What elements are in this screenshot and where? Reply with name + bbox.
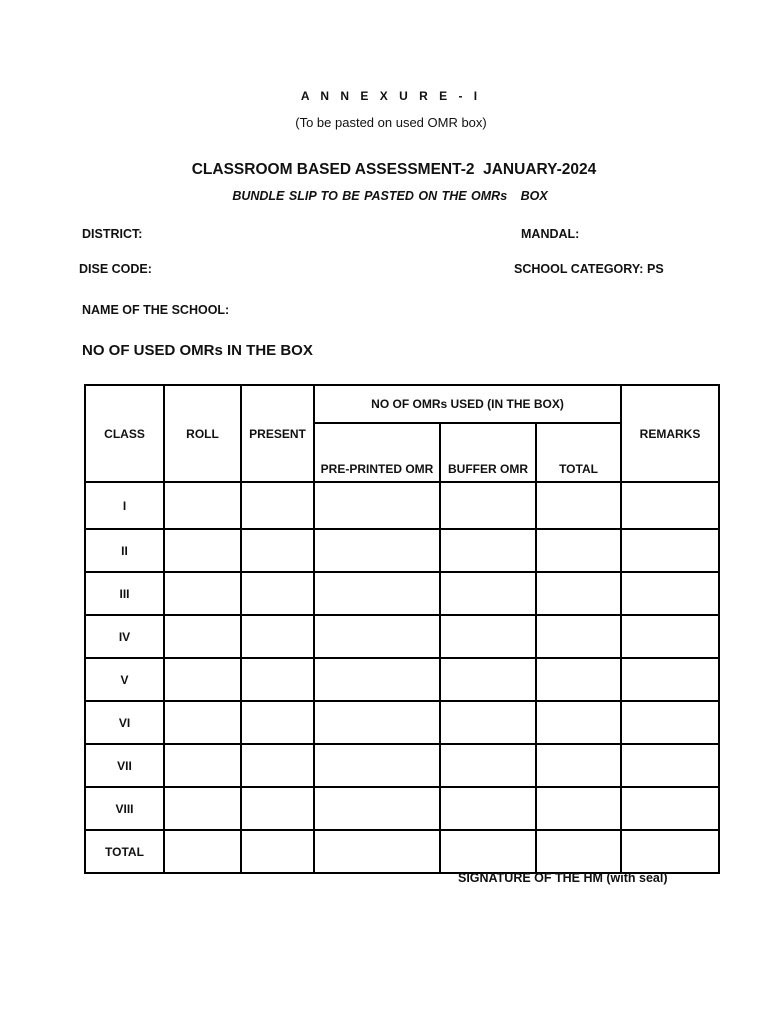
row-label-class: VI [85, 701, 164, 744]
table-row [85, 658, 719, 701]
pre-printed-cell[interactable] [314, 658, 440, 701]
table-row [85, 572, 719, 615]
buffer-cell[interactable] [440, 701, 536, 744]
total-cell[interactable] [536, 658, 621, 701]
district-label: DISTRICT: [82, 227, 143, 241]
pre-printed-cell[interactable] [314, 482, 440, 529]
header-present: PRESENT [241, 385, 314, 482]
buffer-cell[interactable] [440, 658, 536, 701]
remarks-cell[interactable] [621, 482, 719, 529]
header-buffer-omr: BUFFER OMR [440, 423, 536, 482]
roll-cell[interactable] [164, 615, 241, 658]
pre-printed-cell[interactable] [314, 830, 440, 873]
total-cell[interactable] [536, 744, 621, 787]
present-cell[interactable] [241, 744, 314, 787]
buffer-cell[interactable] [440, 744, 536, 787]
row-label-class: VIII [85, 787, 164, 830]
document-title: CLASSROOM BASED ASSESSMENT-2 JANUARY-2024 [191, 161, 597, 178]
school-category-value: PS [647, 262, 664, 276]
paste-note: (To be pasted on used OMR box) [295, 115, 487, 130]
pre-printed-cell[interactable] [314, 529, 440, 572]
table-row [85, 529, 719, 572]
present-cell[interactable] [241, 615, 314, 658]
header-pre-printed-omr: PRE-PRINTED OMR [314, 423, 440, 482]
roll-cell[interactable] [164, 830, 241, 873]
table-row [85, 744, 719, 787]
school-name-label: NAME OF THE SCHOOL: [82, 303, 230, 317]
total-cell[interactable] [536, 615, 621, 658]
remarks-cell[interactable] [621, 529, 719, 572]
school-category-label: SCHOOL CATEGORY: [514, 262, 644, 276]
table-row [85, 787, 719, 830]
roll-cell[interactable] [164, 658, 241, 701]
roll-cell[interactable] [164, 744, 241, 787]
section-heading: NO OF USED OMRs IN THE BOX [82, 342, 313, 359]
row-label-class: I [85, 482, 164, 529]
header-omrs-used: NO OF OMRs USED (IN THE BOX) [314, 385, 621, 423]
mandal-label: MANDAL: [521, 227, 580, 241]
hm-signature-label: SIGNATURE OF THE HM (with seal) [458, 871, 668, 885]
remarks-cell[interactable] [621, 830, 719, 873]
roll-cell[interactable] [164, 572, 241, 615]
total-cell[interactable] [536, 572, 621, 615]
table-row [85, 701, 719, 744]
header-roll: ROLL [164, 385, 241, 482]
row-label-total: TOTAL [85, 830, 164, 873]
total-cell[interactable] [536, 701, 621, 744]
header-class: CLASS [85, 385, 164, 482]
present-cell[interactable] [241, 529, 314, 572]
annexure-label: A N N E X U R E - I [300, 89, 482, 103]
total-cell[interactable] [536, 830, 621, 873]
buffer-cell[interactable] [440, 572, 536, 615]
table-row [85, 482, 719, 529]
row-label-class: II [85, 529, 164, 572]
present-cell[interactable] [241, 787, 314, 830]
total-cell[interactable] [536, 529, 621, 572]
omr-count-table [84, 384, 720, 874]
roll-cell[interactable] [164, 482, 241, 529]
header-total: TOTAL [536, 423, 621, 482]
dise-code-label: DISE CODE: [79, 262, 152, 276]
header-remarks: REMARKS [621, 385, 719, 482]
roll-cell[interactable] [164, 787, 241, 830]
buffer-cell[interactable] [440, 615, 536, 658]
present-cell[interactable] [241, 701, 314, 744]
present-cell[interactable] [241, 572, 314, 615]
present-cell[interactable] [241, 830, 314, 873]
roll-cell[interactable] [164, 529, 241, 572]
pre-printed-cell[interactable] [314, 744, 440, 787]
remarks-cell[interactable] [621, 701, 719, 744]
present-cell[interactable] [241, 658, 314, 701]
roll-cell[interactable] [164, 701, 241, 744]
pre-printed-cell[interactable] [314, 615, 440, 658]
pre-printed-cell[interactable] [314, 701, 440, 744]
remarks-cell[interactable] [621, 615, 719, 658]
buffer-cell[interactable] [440, 482, 536, 529]
table-row [85, 615, 719, 658]
remarks-cell[interactable] [621, 744, 719, 787]
present-cell[interactable] [241, 482, 314, 529]
buffer-cell[interactable] [440, 830, 536, 873]
table-row [85, 830, 719, 873]
document-subtitle: BUNDLE SLIP TO BE PASTED ON THE OMRs BOX [232, 189, 548, 203]
pre-printed-cell[interactable] [314, 572, 440, 615]
row-label-class: III [85, 572, 164, 615]
row-label-class: V [85, 658, 164, 701]
buffer-cell[interactable] [440, 529, 536, 572]
row-label-class: VII [85, 744, 164, 787]
remarks-cell[interactable] [621, 572, 719, 615]
row-label-class: IV [85, 615, 164, 658]
remarks-cell[interactable] [621, 787, 719, 830]
buffer-cell[interactable] [440, 787, 536, 830]
total-cell[interactable] [536, 787, 621, 830]
remarks-cell[interactable] [621, 658, 719, 701]
pre-printed-cell[interactable] [314, 787, 440, 830]
total-cell[interactable] [536, 482, 621, 529]
